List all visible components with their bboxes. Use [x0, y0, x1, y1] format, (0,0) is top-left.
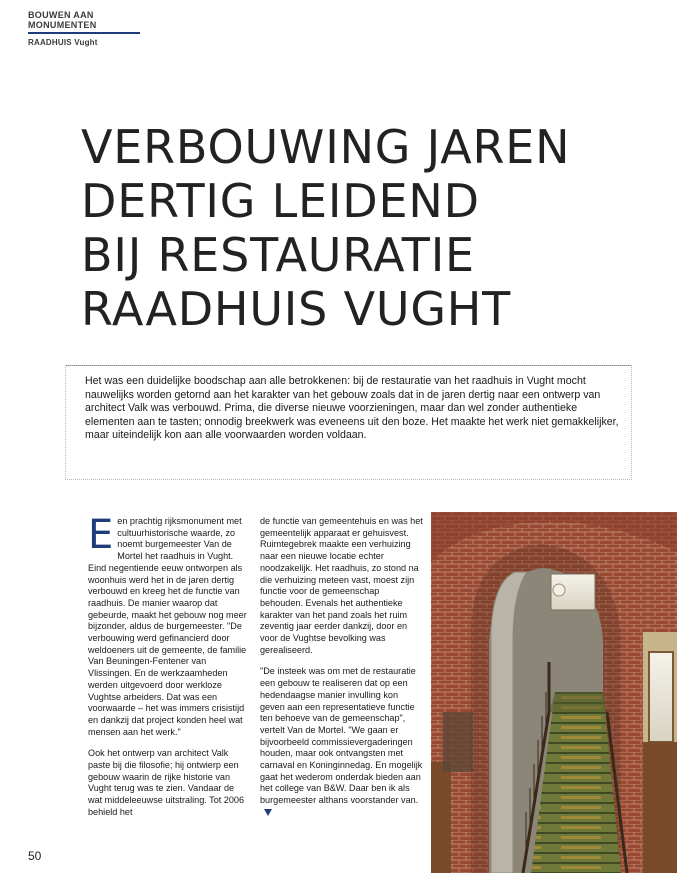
staircase-photo — [431, 512, 677, 873]
drop-cap: E — [88, 512, 114, 558]
staircase-illustration — [431, 512, 677, 873]
wall-plaque — [443, 712, 473, 772]
section-rule — [28, 32, 140, 34]
hanging-lamp-icon — [553, 584, 565, 596]
body-paragraph: de functie van gemeentehuis en was het gemeentelijk apparaat er gehuisvest. Ruimtegebrek maakte een verhuizing naar een nieuwe locatie echter noodzakelijk. Het raadhuis, zo stond na die verhuizing meteen vast, moest zijn functie voor de gemeenschap behouden. Evenals het authentieke karakter van het pand zoals het ruim zeventig jaar eerder dankzij, door en voor de Vughtse bevolking was gerealiseerd. — [260, 516, 423, 655]
body-text: en prachtig rijksmonument met cultuurhistorische waarde, zo noemt burgemeester Van de Mortel het raadhuis in Vught. Eind negentiende eeuw ontworpen als woonhuis werd het in de jaren dertig verbouwd en kreeg het de functie van raadhuis. De manier waarop dat gebeurde, maakt het gebouw nog meer bijzonder, aldus de burgemeester. "De verbouwing werd gefinancierd door weldoeners uit de gemeente, de familie Van Beuningen-Fentener van Vlissingen. En de werkzaamheden werden uitgevoerd door werkloze Vughtse arbeiders. Dat was een voorwaarde – het was immers crisistijd en dankzij dat project konden heel wat mensen aan het werk." — [88, 516, 247, 737]
end-of-article-icon — [264, 809, 272, 816]
section-header — [28, 10, 140, 34]
intro-top-rule — [66, 365, 631, 366]
wood-paneling — [431, 762, 451, 873]
body-column-1 — [88, 512, 248, 829]
subsection-label: RAADHUIS Vught — [28, 38, 98, 47]
intro-box — [65, 365, 632, 480]
body-paragraph — [88, 512, 248, 738]
side-window — [649, 652, 673, 742]
body-paragraph — [260, 666, 423, 818]
body-paragraph: Ook het ontwerp van architect Valk paste bij die filosofie; hij ontwierp een gebouw waarin de rijke historie van Vught terug was te zien. Vandaar de wat middeleeuwse uitstraling. Tot 2006 behield het — [88, 748, 245, 817]
intro-paragraph: Het was een duidelijke boodschap aan alle betrokkenen: bij de restauratie van het raadhuis in Vught mocht nauwelijks worden getornd aan het karakter van het gebouw zoals dat in de jaren dertig naar een ontwerp van architect Valk was verbouwd. Prima, die diverse nieuwe voorzieningen, maar dan wel zonder authentieke elementen aan te tasten; onnodig breekwerk was eveneens uit den boze. Het maakte het werk niet gemakkelijker, maar uiteindelijk kon aan alle voorwaarden worden voldaan. — [85, 375, 619, 442]
headline: VERBOUWING JAREN DERTIG LEIDEND BIJ RESTAURATIE RAADHUIS VUGHT — [81, 120, 571, 336]
stair-landing — [549, 692, 607, 712]
section-label: BOUWEN AAN MONUMENTEN — [28, 10, 97, 30]
page-number: 50 — [28, 849, 42, 863]
body-text: "De insteek was om met de restauratie een gebouw te realiseren dat op een hedendaagse manier invulling kon geven aan een representatieve functie ten behoeve van de gemeenschap", vertelt Van de Mortel. "We gaan er bijvoorbeeld commissievergaderingen houden, maar ook ontvangsten met carnaval en Koninginnedag. En mogelijk gaat het wederom onderdak bieden aan het college van B&W. Daar ben ik als burgemeester althans voorstander van. — [260, 666, 423, 806]
side-paneling — [643, 742, 677, 873]
body-column-2 — [260, 516, 423, 829]
